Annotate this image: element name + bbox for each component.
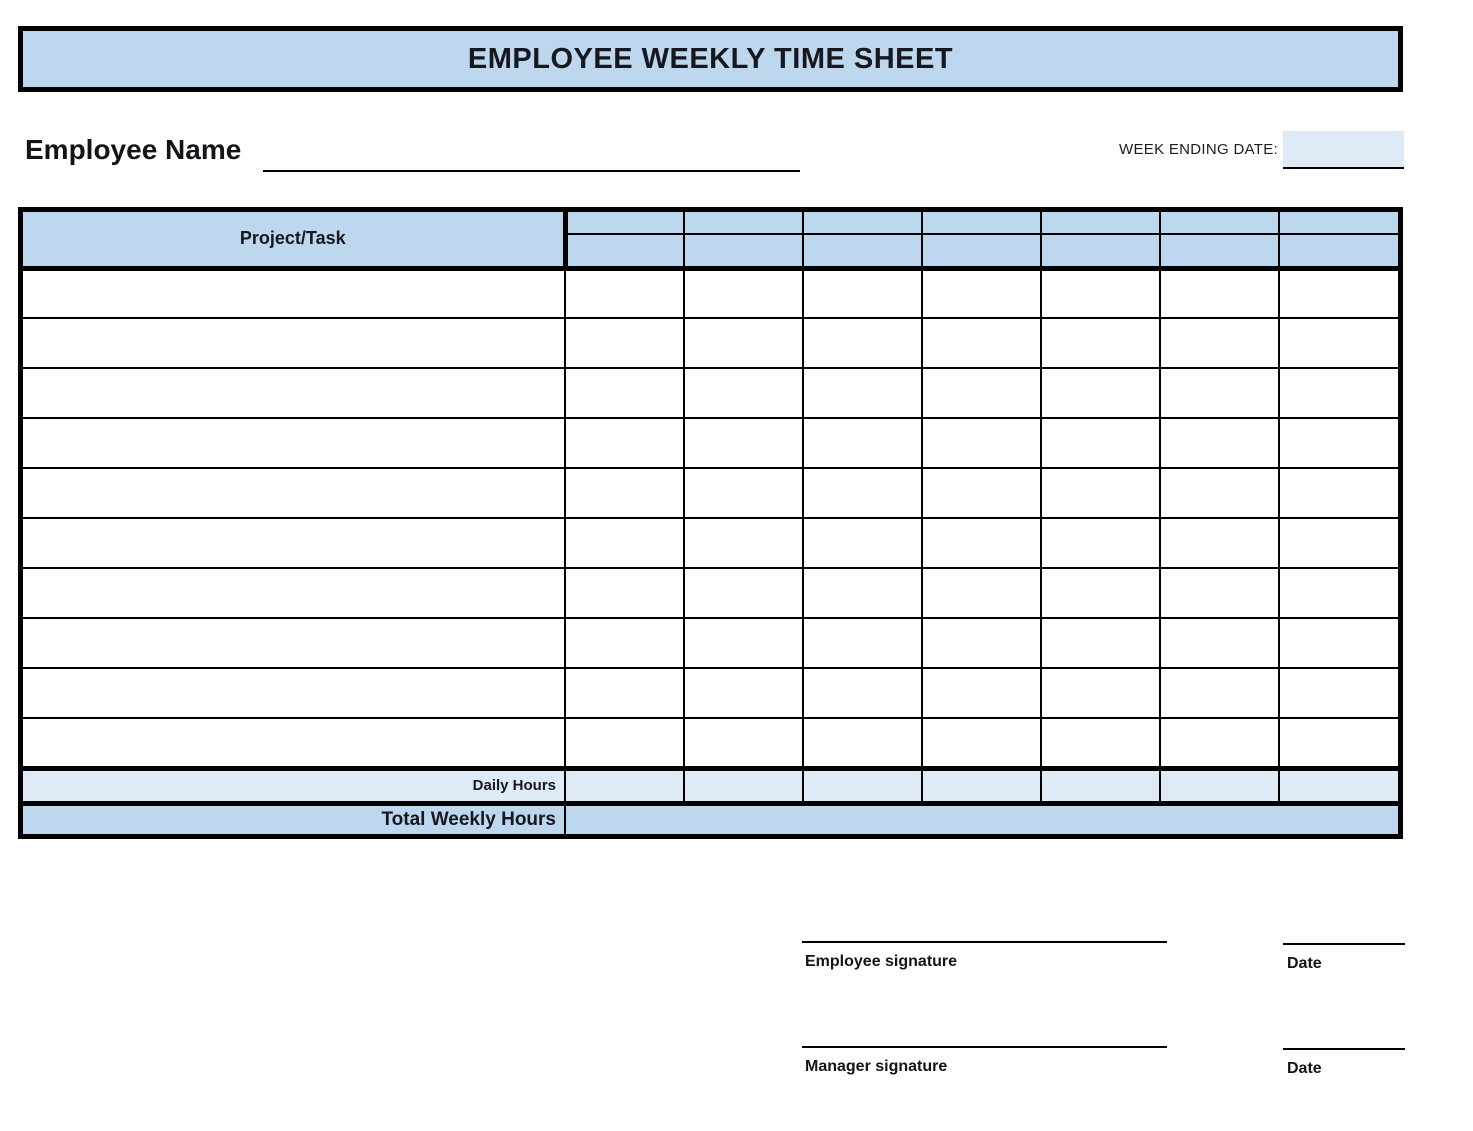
project-task-cell[interactable] [23, 468, 565, 518]
hours-cell[interactable] [565, 618, 684, 668]
task-row [23, 718, 1398, 768]
hours-cell[interactable] [1279, 318, 1398, 368]
day-name-cell[interactable] [1041, 212, 1160, 234]
hours-cell[interactable] [565, 468, 684, 518]
day-date-cell[interactable] [922, 234, 1041, 268]
hours-cell[interactable] [1279, 418, 1398, 468]
hours-cell[interactable] [565, 568, 684, 618]
hours-cell[interactable] [684, 368, 803, 418]
hours-cell[interactable] [803, 268, 922, 318]
hours-cell[interactable] [1160, 418, 1279, 468]
hours-cell[interactable] [1160, 718, 1279, 768]
manager-date-line[interactable] [1283, 1048, 1405, 1050]
hours-cell[interactable] [1041, 368, 1160, 418]
total-weekly-hours-label: Total Weekly Hours [23, 803, 565, 834]
hours-cell[interactable] [684, 718, 803, 768]
day-name-cell[interactable] [684, 212, 803, 234]
day-date-cell[interactable] [684, 234, 803, 268]
hours-cell[interactable] [1041, 618, 1160, 668]
hours-cell[interactable] [684, 318, 803, 368]
timesheet-table-wrap [18, 207, 1403, 839]
task-row [23, 568, 1398, 618]
hours-cell[interactable] [565, 268, 684, 318]
hours-cell[interactable] [684, 618, 803, 668]
hours-cell[interactable] [1279, 568, 1398, 618]
hours-cell[interactable] [803, 618, 922, 668]
project-task-cell[interactable] [23, 718, 565, 768]
day-date-cell[interactable] [565, 234, 684, 268]
hours-cell[interactable] [1041, 568, 1160, 618]
daily-hours-row [23, 768, 1398, 803]
hours-cell[interactable] [1160, 568, 1279, 618]
hours-cell[interactable] [1041, 468, 1160, 518]
daily-hours-cell[interactable] [565, 768, 684, 803]
manager-signature-label: Manager signature [805, 1058, 948, 1075]
project-task-header: Project/Task [23, 212, 565, 268]
hours-cell[interactable] [1041, 518, 1160, 568]
hours-cell[interactable] [565, 518, 684, 568]
employee-signature-line[interactable] [802, 941, 1167, 943]
employee-name-label: Employee Name [25, 134, 242, 165]
hours-cell[interactable] [803, 468, 922, 518]
hours-cell[interactable] [922, 618, 1041, 668]
hours-cell[interactable] [565, 718, 684, 768]
day-name-cell[interactable] [922, 212, 1041, 234]
hours-cell[interactable] [565, 418, 684, 468]
task-row [23, 368, 1398, 418]
hours-cell[interactable] [1279, 618, 1398, 668]
hours-cell[interactable] [1160, 268, 1279, 318]
hours-cell[interactable] [922, 668, 1041, 718]
hours-cell[interactable] [684, 268, 803, 318]
hours-cell[interactable] [684, 418, 803, 468]
daily-hours-cell[interactable] [1279, 768, 1398, 803]
hours-cell[interactable] [803, 418, 922, 468]
hours-cell[interactable] [1279, 268, 1398, 318]
project-task-cell[interactable] [23, 518, 565, 568]
hours-cell[interactable] [1279, 668, 1398, 718]
hours-cell[interactable] [565, 368, 684, 418]
hours-cell[interactable] [684, 518, 803, 568]
hours-cell[interactable] [1160, 368, 1279, 418]
hours-cell[interactable] [1160, 518, 1279, 568]
week-ending-date-label: WEEK ENDING DATE: [1119, 141, 1279, 158]
task-row [23, 268, 1398, 318]
hours-cell[interactable] [922, 568, 1041, 618]
employee-date-line[interactable] [1283, 943, 1405, 945]
hours-cell[interactable] [1279, 518, 1398, 568]
day-name-cell[interactable] [803, 212, 922, 234]
manager-date-label: Date [1287, 1060, 1322, 1077]
hours-cell[interactable] [803, 318, 922, 368]
timesheet-body [23, 268, 1398, 768]
timesheet-table [23, 212, 1398, 834]
daily-hours-label: Daily Hours [23, 768, 565, 803]
task-row [23, 418, 1398, 468]
hours-cell[interactable] [922, 718, 1041, 768]
hours-cell[interactable] [803, 668, 922, 718]
daily-hours-cell[interactable] [1041, 768, 1160, 803]
project-task-cell[interactable] [23, 568, 565, 618]
hours-cell[interactable] [803, 368, 922, 418]
hours-cell[interactable] [922, 368, 1041, 418]
hours-cell[interactable] [565, 668, 684, 718]
day-date-cell[interactable] [1279, 234, 1398, 268]
total-weekly-hours-value[interactable] [565, 803, 1398, 834]
project-task-cell[interactable] [23, 418, 565, 468]
project-task-cell[interactable] [23, 368, 565, 418]
project-task-cell[interactable] [23, 618, 565, 668]
hours-cell[interactable] [684, 668, 803, 718]
day-name-cell[interactable] [1160, 212, 1279, 234]
task-row [23, 518, 1398, 568]
hours-cell[interactable] [1160, 618, 1279, 668]
week-ending-date-field[interactable] [1283, 131, 1404, 169]
hours-cell[interactable] [1279, 468, 1398, 518]
task-row [23, 668, 1398, 718]
daily-hours-cell[interactable] [922, 768, 1041, 803]
hours-cell[interactable] [1041, 668, 1160, 718]
hours-cell[interactable] [922, 518, 1041, 568]
hours-cell[interactable] [803, 718, 922, 768]
hours-cell[interactable] [1041, 318, 1160, 368]
day-date-cell[interactable] [803, 234, 922, 268]
hours-cell[interactable] [922, 318, 1041, 368]
manager-signature-line[interactable] [802, 1046, 1167, 1048]
daily-hours-cell[interactable] [1160, 768, 1279, 803]
hours-cell[interactable] [1041, 718, 1160, 768]
hours-cell[interactable] [684, 468, 803, 518]
day-name-cell[interactable] [565, 212, 684, 234]
hours-cell[interactable] [803, 518, 922, 568]
hours-cell[interactable] [1160, 668, 1279, 718]
task-row [23, 618, 1398, 668]
hours-cell[interactable] [922, 268, 1041, 318]
hours-cell[interactable] [1160, 318, 1279, 368]
employee-date-label: Date [1287, 955, 1322, 972]
hours-cell[interactable] [1279, 368, 1398, 418]
hours-cell[interactable] [565, 318, 684, 368]
hours-cell[interactable] [684, 568, 803, 618]
total-weekly-hours-row [23, 803, 1398, 834]
daily-hours-cell[interactable] [684, 768, 803, 803]
task-row [23, 468, 1398, 518]
hours-cell[interactable] [1041, 418, 1160, 468]
hours-cell[interactable] [1041, 268, 1160, 318]
employee-name-input-line[interactable] [263, 170, 800, 172]
hours-cell[interactable] [1160, 468, 1279, 518]
day-date-cell[interactable] [1160, 234, 1279, 268]
hours-cell[interactable] [922, 418, 1041, 468]
day-name-cell[interactable] [1279, 212, 1398, 234]
hours-cell[interactable] [1279, 718, 1398, 768]
day-date-cell[interactable] [1041, 234, 1160, 268]
project-task-cell[interactable] [23, 668, 565, 718]
project-task-cell[interactable] [23, 268, 565, 318]
header-row-day-names [23, 212, 1398, 234]
page-title: EMPLOYEE WEEKLY TIME SHEET [467, 42, 954, 75]
daily-hours-cell[interactable] [803, 768, 922, 803]
hours-cell[interactable] [922, 468, 1041, 518]
task-row [23, 318, 1398, 368]
hours-cell[interactable] [803, 568, 922, 618]
project-task-cell[interactable] [23, 318, 565, 368]
employee-signature-label: Employee signature [805, 953, 958, 970]
title-bar [18, 26, 1403, 92]
